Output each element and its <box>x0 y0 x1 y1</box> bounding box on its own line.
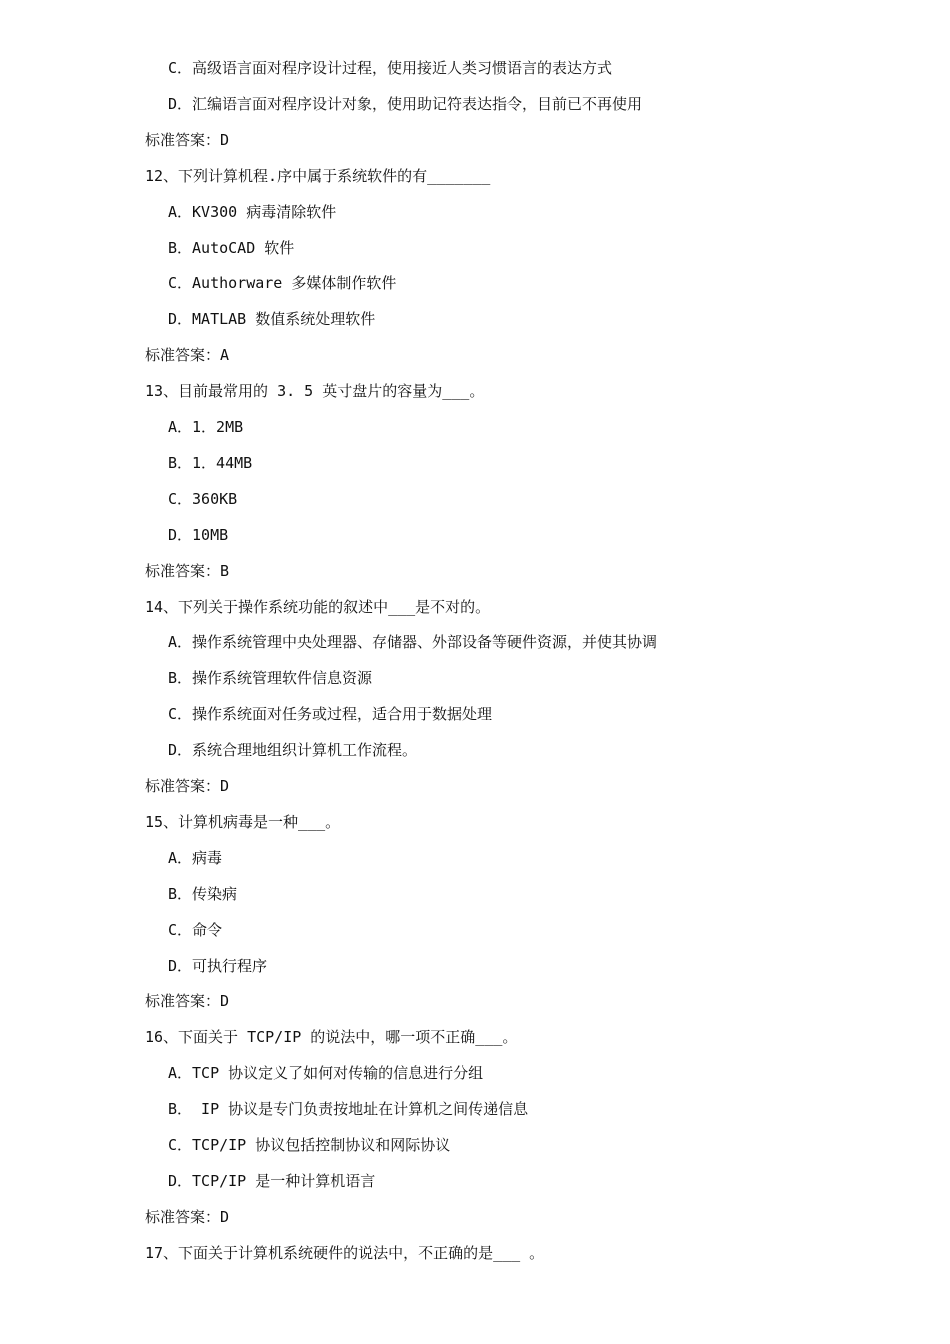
option-line: C．TCP/IP 协议包括控制协议和网际协议 <box>168 1136 451 1154</box>
option-line: B．传染病 <box>168 885 238 903</box>
option-line: C．Authorware 多媒体制作软件 <box>168 274 397 292</box>
option-line: D．汇编语言面对程序设计对象，使用助记符表达指令，目前已不再使用 <box>168 95 643 113</box>
answer-line: 标准答案：D <box>145 992 230 1010</box>
option-line: B．操作系统管理软件信息资源 <box>168 669 373 687</box>
answer-line: 标准答案：D <box>145 777 230 795</box>
answer-line: 标准答案：B <box>145 562 230 580</box>
option-line: D．可执行程序 <box>168 957 268 975</box>
option-line: A．TCP 协议定义了如何对传输的信息进行分组 <box>168 1064 484 1082</box>
option-line: A．KV300 病毒清除软件 <box>168 203 337 221</box>
option-line: C．高级语言面对程序设计过程，使用接近人类习惯语言的表达方式 <box>168 59 613 77</box>
option-line: D．MATLAB 数值系统处理软件 <box>168 310 376 328</box>
answer-line: 标准答案：D <box>145 1208 230 1226</box>
question-line: 17、下面关于计算机系统硬件的说法中，不正确的是___ 。 <box>145 1244 545 1262</box>
question-line: 12、下列计算机程.序中属于系统软件的有_______ <box>145 167 491 185</box>
option-line: D．TCP/IP 是一种计算机语言 <box>168 1172 376 1190</box>
question-line: 16、下面关于 TCP/IP 的说法中，哪一项不正确___。 <box>145 1028 518 1046</box>
option-line: C．操作系统面对任务或过程，适合用于数据处理 <box>168 705 493 723</box>
answer-line: 标准答案：A <box>145 346 230 364</box>
question-line: 15、计算机病毒是一种___。 <box>145 813 341 831</box>
option-line: C．360KB <box>168 490 238 508</box>
question-line: 13、目前最常用的 3. 5 英寸盘片的容量为___。 <box>145 382 485 400</box>
option-line: B．1．44MB <box>168 454 253 472</box>
option-line: A．操作系统管理中央处理器、存储器、外部设备等硬件资源，并使其协调 <box>168 633 658 651</box>
question-line: 14、下列关于操作系统功能的叙述中___是不对的。 <box>145 598 491 616</box>
answer-line: 标准答案：D <box>145 131 230 149</box>
option-line: D．系统合理地组织计算机工作流程。 <box>168 741 418 759</box>
option-line: B． IP 协议是专门负责按地址在计算机之间传递信息 <box>168 1100 529 1118</box>
option-line: C．命令 <box>168 921 223 939</box>
option-line: B．AutoCAD 软件 <box>168 239 295 257</box>
option-line: D．10MB <box>168 526 229 544</box>
option-line: A．1．2MB <box>168 418 244 436</box>
option-line: A．病毒 <box>168 849 223 867</box>
